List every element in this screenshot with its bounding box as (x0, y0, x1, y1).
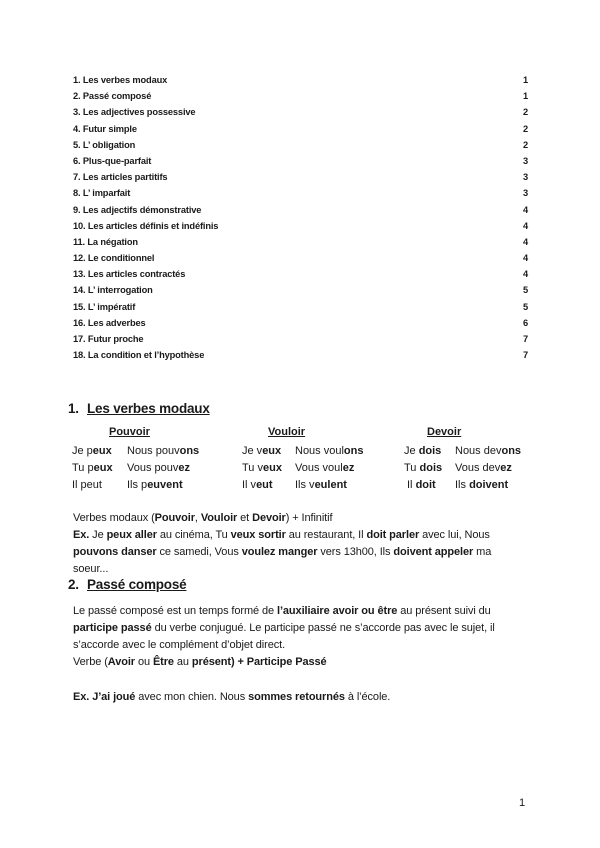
toc-entry[interactable] (73, 172, 528, 188)
toc-entry-label: 3. Les adjectives possessive (73, 107, 196, 118)
toc-entry-page: 1 (522, 75, 528, 85)
modal-verbs-rule: Verbes modaux (Pouvoir, Vouloir et Devoir) + Infinitif (73, 512, 333, 524)
toc-entry-page: 2 (522, 123, 528, 134)
conjugation-cell: Il veut (242, 479, 273, 491)
table-of-contents (73, 75, 528, 366)
toc-entry-label: 5. L’ obligation (73, 139, 136, 150)
conjugation-cell: Vous pouvez (127, 462, 190, 474)
toc-entry-label: 15. L’ impératif (73, 301, 136, 312)
conjugation-cell: Nous devons (455, 445, 522, 457)
toc-entry[interactable] (73, 285, 528, 301)
conjugation-cell: Je dois (404, 445, 442, 457)
toc-entry-page: 4 (522, 253, 528, 264)
toc-entry-page: 3 (522, 155, 528, 166)
conjugation-cell: Nous pouvons (127, 445, 200, 457)
conjugation-cell: Je peux (72, 445, 112, 457)
conjugation-cell: Nous voulons (295, 445, 364, 457)
toc-entry-page: 1 (522, 91, 528, 102)
conjugation-cell: Tu peux (72, 462, 113, 474)
toc-entry[interactable] (73, 91, 528, 107)
toc-entry-label: 2. Passé composé (73, 91, 152, 102)
toc-entry-label: 17. Futur proche (73, 334, 144, 344)
verb-heading: Vouloir (268, 426, 306, 438)
passe-compose-definition: Le passé composé est un temps formé de l’auxiliaire avoir ou être au présent suivi du participe passé du verbe conjugué. Le participe passé ne s’accorde pas avec le sujet, il s’accorde avec le complément d’objet direct. (73, 605, 495, 652)
toc-entry-page: 4 (522, 236, 528, 247)
toc-entry[interactable] (73, 253, 528, 269)
toc-entry[interactable] (73, 188, 528, 204)
toc-entry[interactable] (73, 124, 528, 140)
toc-entry-page: 3 (522, 188, 528, 199)
toc-entry[interactable] (73, 350, 528, 366)
toc-entry-label: 11. La négation (73, 236, 138, 247)
toc-entry-page: 7 (522, 334, 528, 344)
toc-entry-page: 7 (522, 350, 528, 361)
conjugation-cell: Ils veulent (295, 479, 347, 491)
conjugation-cell: Je veux (242, 445, 282, 457)
conjugation-cell: Il peut (72, 479, 102, 491)
toc-entry-page: 4 (522, 220, 528, 231)
toc-entry-page: 4 (522, 269, 528, 280)
conjugation-cell: Tu veux (242, 462, 282, 474)
section-title: Les verbes modaux (87, 401, 210, 416)
passe-compose-rule: Verbe (Avoir ou Être au présent) + Participe Passé (73, 656, 327, 668)
toc-entry-label: 4. Futur simple (73, 123, 137, 134)
passe-compose-example: Ex. J’ai joué avec mon chien. Nous sommes retournés à l’école. (73, 691, 391, 703)
verb-heading: Pouvoir (109, 426, 150, 438)
toc-entry-label: 6. Plus-que-parfait (73, 155, 152, 166)
toc-entry-page: 4 (522, 204, 528, 215)
toc-entry[interactable] (73, 156, 528, 172)
toc-entry-page: 5 (522, 285, 528, 296)
verb-heading: Devoir (427, 426, 462, 438)
toc-entry-page: 6 (522, 317, 528, 328)
conjugation-cell: Vous devez (455, 462, 512, 474)
toc-entry-page: 2 (522, 139, 528, 150)
toc-entry-label: 13. Les articles contractés (73, 269, 186, 280)
conjugation-cell: Tu dois (404, 462, 443, 474)
toc-entry-label: 18. La condition et l’hypothèse (73, 350, 205, 361)
toc-entry-page: 5 (522, 301, 528, 312)
conjugation-cell: Ils peuvent (127, 479, 183, 491)
section-heading (68, 577, 186, 592)
toc-entry[interactable] (73, 237, 528, 253)
section-number: 2. (68, 577, 79, 592)
toc-entry[interactable] (73, 205, 528, 221)
conjugation-cell: Ils doivent (455, 479, 509, 491)
page-number: 1 (519, 797, 526, 809)
toc-entry[interactable] (73, 334, 528, 350)
toc-entry-page: 2 (522, 107, 528, 118)
toc-entry-label: 12. Le conditionnel (73, 253, 155, 264)
toc-entry-label: 7. Les articles partitifs (73, 172, 168, 183)
section-number: 1. (68, 401, 79, 416)
modal-verbs-example: Ex. Je peux aller au cinéma, Tu veux sortir au restaurant, Il doit parler avec lui, Nous pouvons danser ce samedi, Vous voulez manger vers 13h00, Ils doivent appeler ma soeur... (73, 529, 492, 576)
section-title: Passé composé (87, 577, 187, 592)
toc-entry-label: 8. L’ imparfait (73, 188, 131, 199)
toc-entry-label: 10. Les articles définis et indéfinis (73, 220, 219, 231)
section-heading (68, 401, 210, 416)
toc-entry-label: 9. Les adjectifs démonstrative (73, 204, 202, 215)
toc-entry[interactable] (73, 107, 528, 123)
toc-entry[interactable] (73, 302, 528, 318)
toc-entry[interactable] (73, 269, 528, 285)
toc-entry-label: 16. Les adverbes (73, 317, 146, 328)
toc-entry[interactable] (73, 75, 528, 91)
conjugation-cell: Il doit (407, 479, 436, 491)
toc-entry[interactable] (73, 140, 528, 156)
toc-entry[interactable] (73, 318, 528, 334)
toc-entry[interactable] (73, 221, 528, 237)
conjugation-cell: Vous voulez (295, 462, 355, 474)
toc-entry-page: 3 (522, 172, 528, 183)
toc-entry-label: 1. Les verbes modaux (73, 75, 168, 85)
toc-entry-label: 14. L’ interrogation (73, 285, 153, 296)
